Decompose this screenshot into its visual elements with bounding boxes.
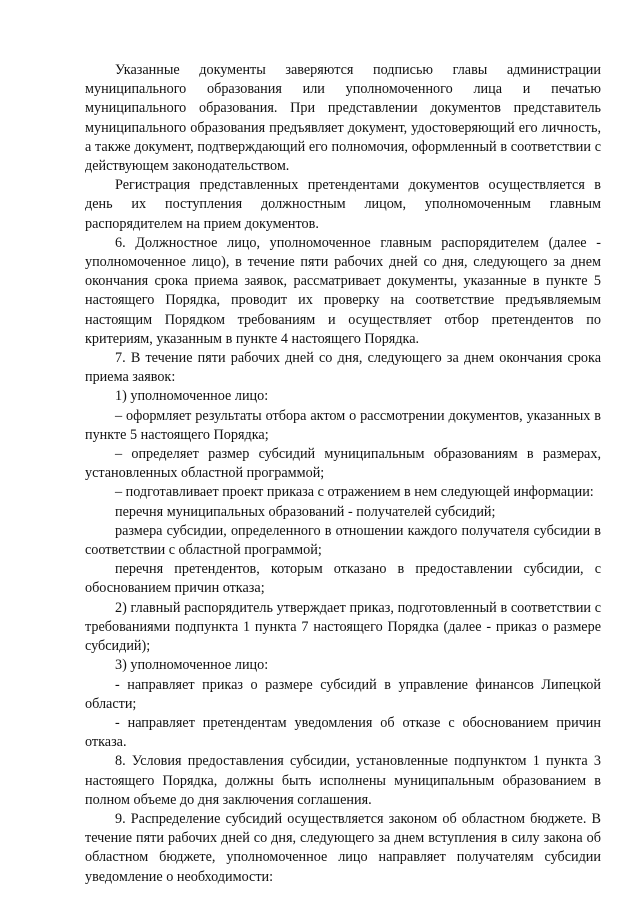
- paragraph-item-8: 8. Условия предоставления субсидии, установленные подпунктом 1 пункта 3 настоящего Порядка, должны быть исполнены муниципальным образованием в полном объеме до дня заключения соглашения.: [85, 753, 601, 808]
- subitem-7-2: 2) главный распорядитель утверждает приказ, подготовленный в соответствии с требованиями подпункта 1 пункта 7 настоящего Порядка (далее - приказ о размере субсидий);: [85, 599, 601, 655]
- paragraph-registration: Регистрация представленных претендентами документов осуществляется в день их поступления должностным лицом, уполномоченным главным распорядителем на прием документов.: [85, 177, 601, 232]
- list-item-send-order: - направляет приказ о размере субсидий в управление финансов Липецкой области;: [85, 676, 601, 712]
- list-item-draw-up-results: – оформляет результаты отбора актом о рассмотрении документов, указанных в пункте 5 настоящего Порядка;: [85, 407, 601, 443]
- list-item-determine-amount: – определяет размер субсидий муниципальным образованиям в размерах, установленных областной программой;: [85, 446, 601, 482]
- list-item-refused-applicants: перечня претендентов, которым отказано в предоставлении субсидии, с обоснованием причин отказа;: [85, 561, 601, 597]
- list-item-send-refusals: - направляет претендентам уведомления об отказе с обоснованием причин отказа.: [85, 714, 601, 751]
- paragraph-item-7: 7. В течение пяти рабочих дней со дня, следующего за днем окончания срока приема заявок:: [85, 350, 601, 386]
- paragraph-item-6: 6. Должностное лицо, уполномоченное главным распорядителем (далее - уполномоченное лицо), в течение пяти рабочих дней со дня, следующего за днем окончания срока приема заявок, рассматривает документы, указанные в пункте 5 настоящего Порядка, проводит их проверку на соответствие предъявляемым настоящим Порядком требованиям и осуществляет отбор претендентов по критериям, указанным в пункте 4 настоящего Порядка.: [85, 234, 601, 347]
- subitem-7-1: 1) уполномоченное лицо:: [115, 388, 269, 405]
- paragraph-documents-certification: Указанные документы заверяются подписью главы администрации муниципального образования или уполномоченного лица и печатью муниципального образования. При представлении документов представитель муниципального образования предъявляет документ, удостоверяющий его личность, а также документ, подтверждающий его полномочия, оформленный в соответствии с действующем законодательством.: [85, 62, 601, 175]
- list-item-subsidy-amount: размера субсидии, определенного в отношении каждого получателя субсидии в соответствии с областной программой;: [85, 522, 601, 559]
- list-item-prepare-order: – подготавливает проект приказа с отражением в нем следующей информации:: [115, 484, 594, 501]
- list-item-recipients-list: перечня муниципальных образований - получателей субсидий;: [115, 503, 496, 520]
- document-page: [85, 61, 601, 887]
- subitem-7-3: 3) уполномоченное лицо:: [115, 657, 269, 674]
- paragraph-item-9: 9. Распределение субсидий осуществляется законом об областном бюджете. В течение пяти рабочих дней со дня, следующего за днем вступления в силу закона об областном бюджете, уполномоченное лицо направляет получателям субсидии уведомление о необходимости:: [85, 810, 601, 885]
